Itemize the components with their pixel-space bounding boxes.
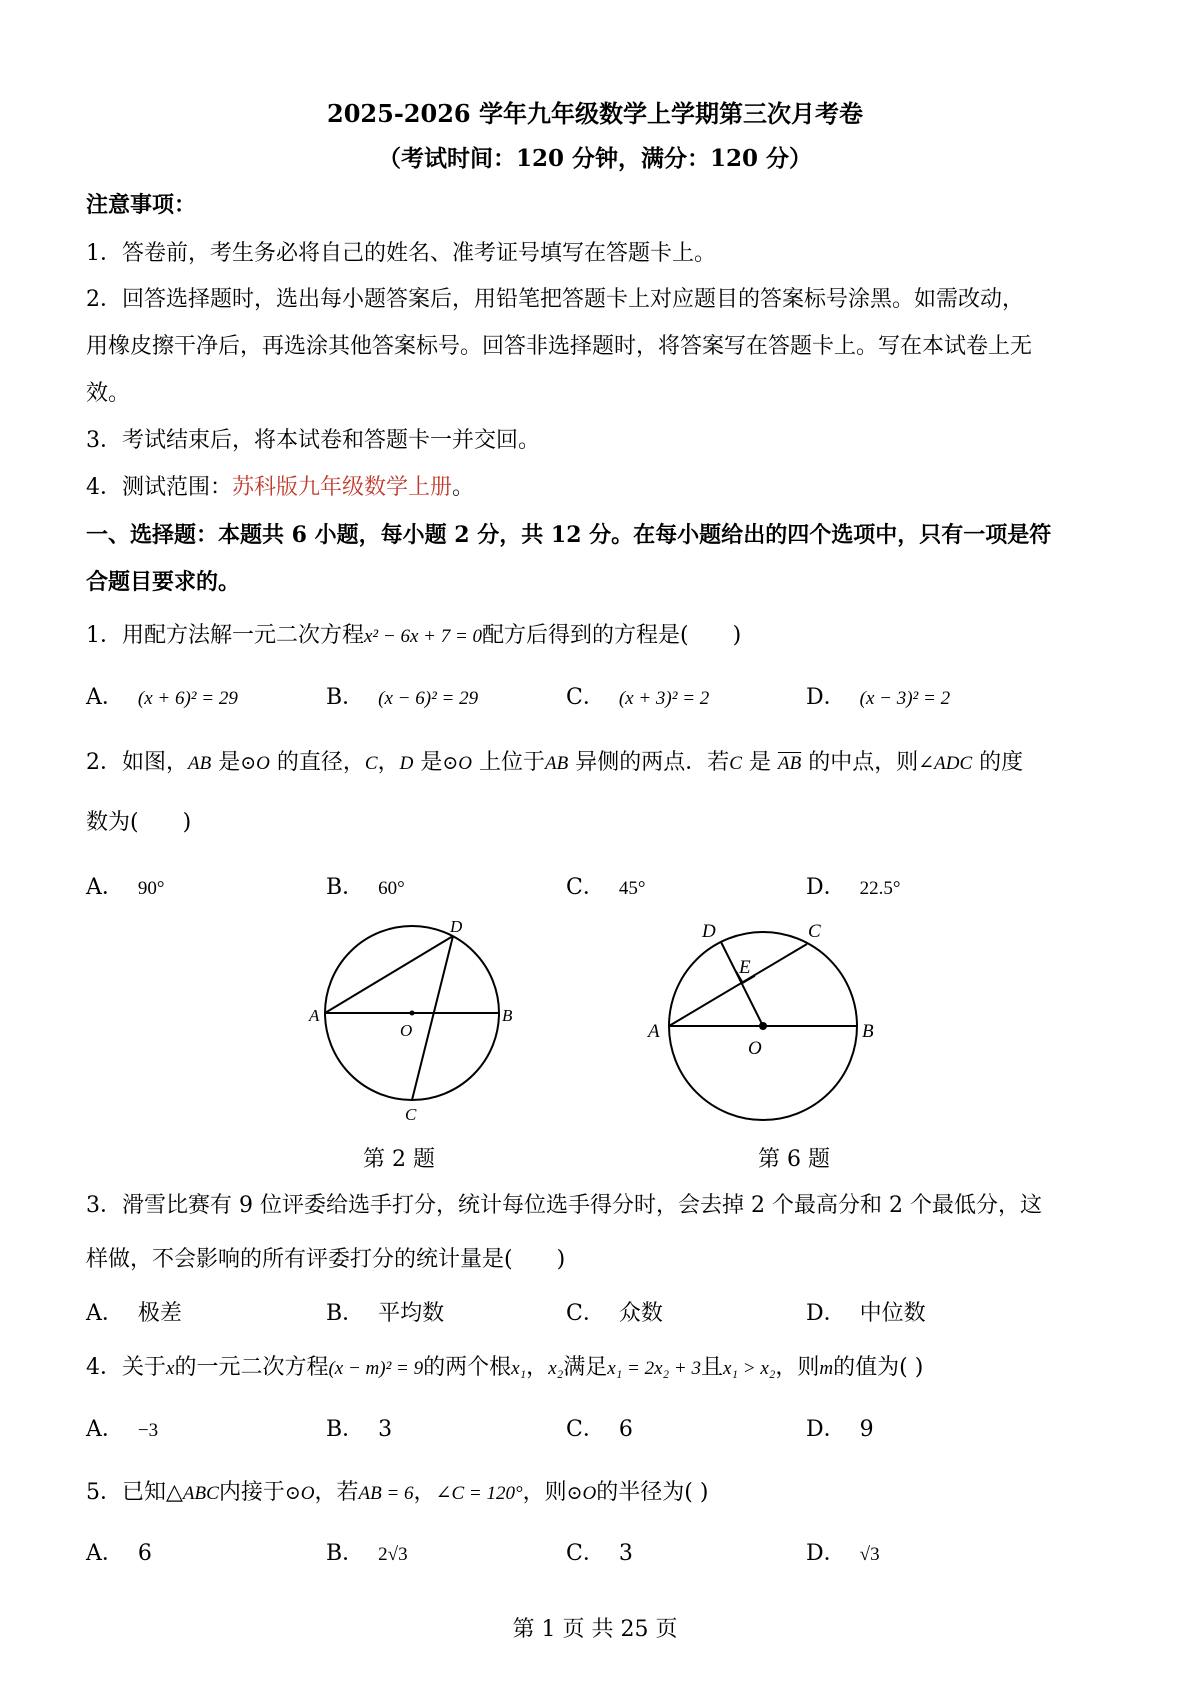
q5-option-b: B． 2√3 bbox=[326, 1541, 408, 1566]
label-o: O bbox=[748, 1038, 762, 1059]
section-1-heading-line-1: 一、选择题：本题共 6 小题，每小题 2 分，共 12 分。在每小题给出的四个选项中，只有一项是符 bbox=[86, 522, 1052, 548]
exam-info: （考试时间：120 分钟，满分：120 分） bbox=[377, 145, 813, 172]
notice-item-2-line-1: 2．回答选择题时，选出每小题答案后，用铅笔把答题卡上对应题目的答案标号涂黑。如需改动， bbox=[86, 287, 1025, 312]
notice-item-4-prefix: 4．测试范围： bbox=[86, 475, 232, 500]
notice-item-2-line-3: 效。 bbox=[86, 381, 131, 406]
chord-dc bbox=[412, 936, 453, 1100]
q2-option-a: A． 90° bbox=[86, 875, 165, 900]
label-a: A bbox=[309, 1006, 320, 1025]
label-c: C bbox=[405, 1105, 417, 1124]
figure-6-caption: 第 6 题 bbox=[758, 1147, 830, 1172]
q1-option-d: D． (x − 3)² = 2 bbox=[806, 685, 951, 710]
label-d: D bbox=[702, 921, 716, 942]
q3-option-d: D． 中位数 bbox=[806, 1301, 926, 1326]
label-a: A bbox=[648, 1021, 660, 1042]
question-2-line-2: 数为( ) bbox=[86, 810, 192, 835]
label-d: D bbox=[450, 917, 463, 936]
q3-option-b: B． 平均数 bbox=[326, 1301, 445, 1326]
q4-option-c: C． 6 bbox=[566, 1417, 633, 1442]
figure-2-caption: 第 2 题 bbox=[363, 1147, 435, 1172]
label-b: B bbox=[502, 1006, 513, 1025]
chord-ac bbox=[669, 944, 807, 1026]
question-5: 5．已知△ABC内接于⊙O，若AB = 6，∠C = 120°，则⊙O的半径为( ) bbox=[86, 1480, 709, 1505]
notice-heading: 注意事项： bbox=[86, 192, 197, 218]
figure-6-diagram bbox=[640, 915, 900, 1130]
label-o: O bbox=[400, 1021, 413, 1040]
q1-text-a: 1．用配方法解一元二次方程 bbox=[86, 623, 364, 648]
notice-item-1: 1．答卷前，考生务必将自己的姓名、准考证号填写在答题卡上。 bbox=[86, 241, 716, 266]
notice-item-2-line-2: 用橡皮擦干净后，再选涂其他答案标号。回答非选择题时，将答案写在答题卡上。写在本试卷上无 bbox=[86, 334, 1033, 359]
q5-option-c: C． 3 bbox=[566, 1541, 633, 1566]
q1-text-b: 配方后得到的方程是( ) bbox=[482, 623, 742, 648]
arc-ab: $\overline{AB}$ bbox=[777, 753, 802, 774]
section-1-heading-line-2: 合题目要求的。 bbox=[86, 569, 241, 595]
center-point bbox=[759, 1022, 767, 1030]
q1-option-b: B． (x − 6)² = 29 bbox=[326, 685, 479, 710]
question-1 bbox=[86, 618, 741, 649]
question-3-line-2: 样做，不会影响的所有评委打分的统计量是( ) bbox=[86, 1247, 566, 1272]
q4-option-b: B． 3 bbox=[326, 1417, 393, 1442]
question-4: 4．关于x的一元二次方程(x − m)² = 9的两个根x₁，x₂满足x₁ = 2x₂ + 3且x₁ > x₂，则m的值为( ) bbox=[86, 1355, 924, 1380]
q5-option-a: A． 6 bbox=[86, 1541, 152, 1566]
label-b: B bbox=[862, 1021, 874, 1042]
question-3-line-1: 3．滑雪比赛有 9 位评委给选手打分，统计每位选手得分时，会去掉 2 个最高分和 2 个最低分，这 bbox=[86, 1193, 1042, 1218]
q3-option-a: A． 极差 bbox=[86, 1301, 182, 1326]
q1-equation: x² − 6x + 7 = 0 bbox=[364, 626, 483, 647]
q2-option-b: B． 60° bbox=[326, 875, 405, 900]
q4-option-a: A． −3 bbox=[86, 1417, 159, 1442]
q1-option-a: A． (x + 6)² = 29 bbox=[86, 685, 238, 710]
center-point bbox=[410, 1011, 415, 1016]
page-number: 第 1 页 共 25 页 bbox=[512, 1617, 678, 1642]
q2-option-c: C． 45° bbox=[566, 875, 646, 900]
page-title: 2025-2026 学年九年级数学上学期第三次月考卷 bbox=[327, 99, 863, 128]
figure-2-diagram bbox=[300, 915, 530, 1130]
test-range: 苏科版九年级数学上册 bbox=[232, 475, 453, 500]
q3-option-c: C． 众数 bbox=[566, 1301, 663, 1326]
q1-option-c: C． (x + 3)² = 2 bbox=[566, 685, 710, 710]
chord-ad bbox=[325, 936, 453, 1013]
notice-item-3: 3．考试结束后，将本试卷和答题卡一并交回。 bbox=[86, 428, 540, 453]
question-2-line-1: 2．如图，AB 是⊙O 的直径，C，D 是⊙O 上位于AB 异侧的两点．若C 是 $\overline{AB}$ 的中点，则∠ADC 的度 bbox=[86, 750, 1024, 775]
label-c: C bbox=[808, 921, 821, 942]
q2-option-d: D． 22.5° bbox=[806, 875, 901, 900]
notice-item-4 bbox=[86, 470, 474, 501]
segment-do bbox=[721, 942, 763, 1026]
notice-item-4-suffix: 。 bbox=[452, 475, 475, 500]
q5-option-d: D． √3 bbox=[806, 1541, 880, 1566]
q4-option-d: D． 9 bbox=[806, 1417, 874, 1442]
label-e: E bbox=[739, 957, 751, 978]
